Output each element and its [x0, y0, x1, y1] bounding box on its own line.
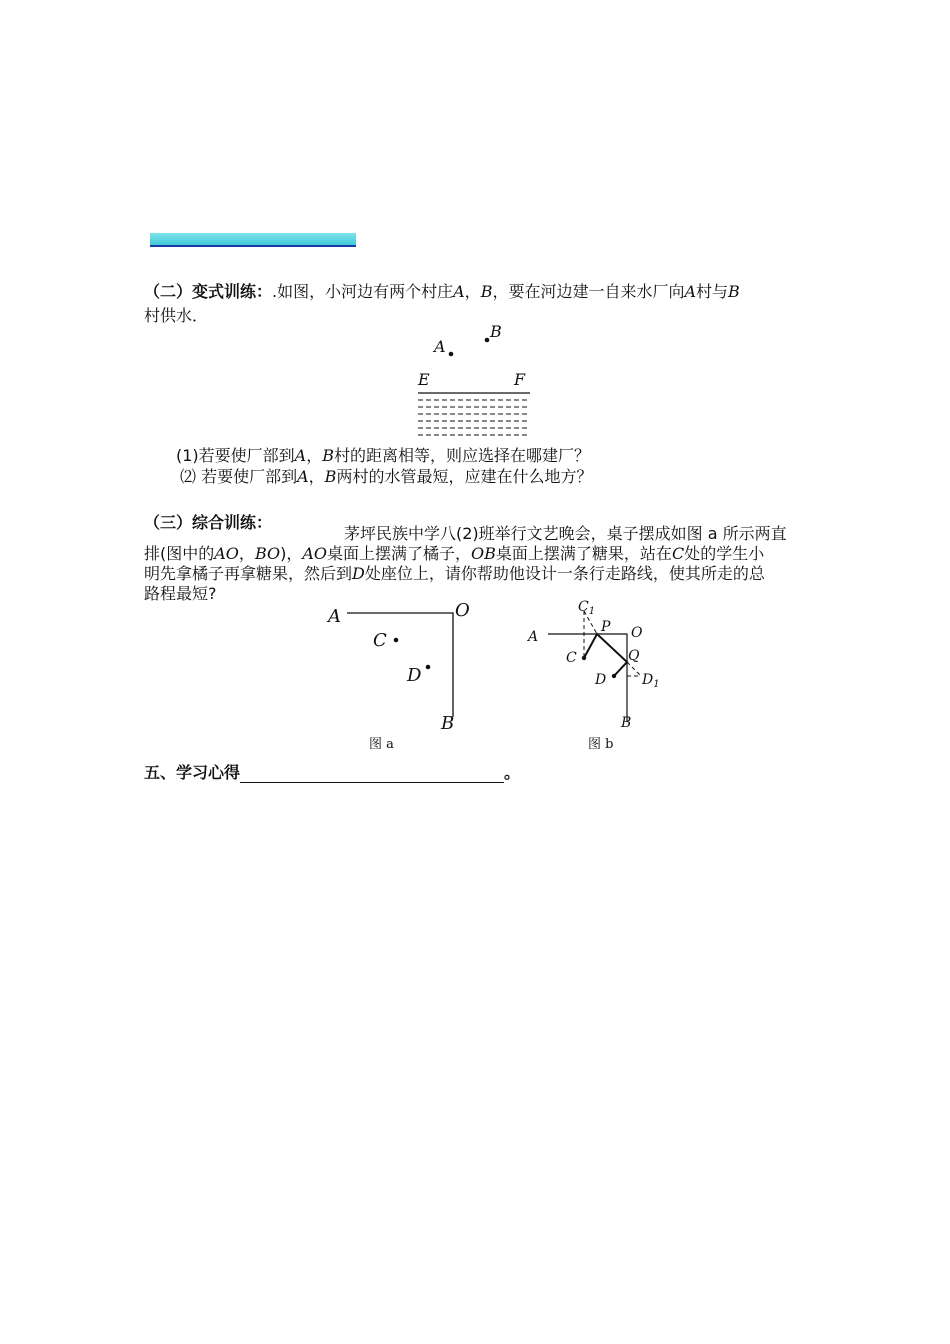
section3-line1: 茅坪民族中学八(2)班举行文艺晚会，桌子摆成如图 a 所示两直 — [344, 524, 787, 543]
figure-a — [320, 596, 480, 736]
reflection-blank — [240, 764, 504, 783]
fig-b-tables — [548, 634, 627, 722]
fig1-label-a: A — [434, 337, 446, 356]
fig-b-label-a: A — [528, 629, 539, 645]
fig-a-point-c — [394, 638, 399, 643]
decorative-header-bar — [150, 233, 356, 247]
fig-a-point-d — [426, 665, 431, 670]
question-1: (1)若要使厂部到A，B村的距离相等，则应选择在哪建厂？ — [176, 446, 591, 465]
fig1-point-b — [485, 338, 490, 343]
fig-a-label-d: D — [407, 665, 422, 686]
fig-b-label-b: B — [621, 715, 632, 731]
section2-line1: （二）变式训练：.如图，小河边有两个村庄A，B，要在河边建一自来水厂向A村与B — [144, 282, 740, 301]
figure-b-caption: 图 b — [588, 737, 614, 752]
section5-line: 五、学习心得 。 — [144, 763, 521, 782]
fig-b-q-to-d1 — [627, 662, 641, 676]
fig-b-label-q: Q — [628, 648, 640, 664]
fig-b-label-c: C — [566, 650, 577, 666]
fig1-label-b: B — [490, 322, 502, 341]
fig-a-label-a: A — [328, 606, 341, 627]
fig-b-point-c — [582, 656, 586, 660]
figure-a-caption: 图 a — [369, 737, 394, 752]
section2-line2: 村供水． — [144, 306, 209, 325]
river-water — [418, 400, 530, 435]
section3-line3: 明先拿橘子再拿糖果，然后到D处座位上，请你帮助他设计一条行走路线，使其所走的总 — [144, 564, 765, 583]
fig-a-label-b: B — [441, 713, 455, 734]
fig-a-tables — [347, 613, 453, 717]
fig1-label-f: F — [514, 370, 526, 389]
section3-line2: 排(图中的AO，BO)，AO桌面上摆满了橘子，OB桌面上摆满了糖果，站在C处的学生小 — [144, 544, 765, 563]
question-2: ⑵ 若要使厂部到A，B两村的水管最短，应建在什么地方？ — [180, 467, 593, 486]
fig-b-label-d1: $D_1$ — [642, 672, 660, 690]
fig-b-point-d — [612, 674, 616, 678]
fig1-label-e: E — [418, 370, 430, 389]
section2-heading: （二）变式训练： — [144, 282, 273, 301]
section5-heading: 五、学习心得 — [144, 763, 241, 782]
fig-b-label-d: D — [595, 672, 607, 688]
fig-a-label-c: C — [373, 630, 387, 651]
figure-b — [520, 596, 670, 734]
river-figure — [410, 318, 540, 446]
section3-line4: 路程最短? — [144, 584, 217, 603]
section3-heading: （三）综合训练： — [144, 513, 273, 532]
fig-a-label-o: O — [455, 600, 470, 621]
fig-b-label-p: P — [601, 619, 611, 635]
fig-b-label-c1: $C_1$ — [578, 599, 596, 617]
fig-b-label-o: O — [631, 625, 643, 641]
fig-b-path — [584, 634, 627, 676]
fig1-point-a — [449, 352, 454, 357]
